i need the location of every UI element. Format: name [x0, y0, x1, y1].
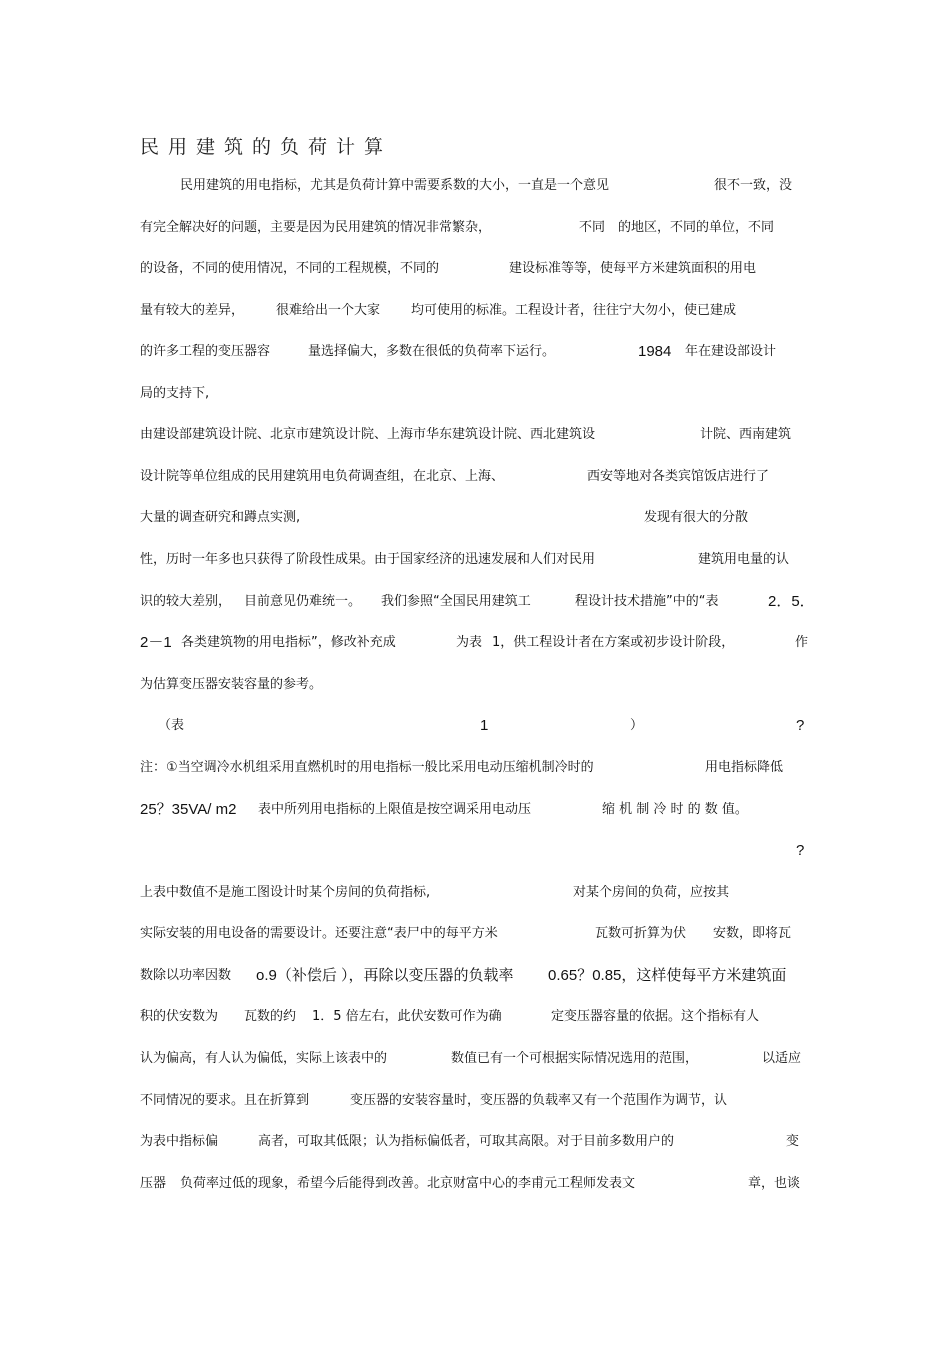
text-line — [140, 1090, 810, 1112]
text-segment: ? — [796, 842, 805, 859]
text-segment: ? — [796, 717, 805, 734]
text-segment: 安数，即将瓦 — [713, 926, 792, 941]
text-line — [140, 466, 810, 488]
text-segment: o.9（补偿后 ），再除以变压器的负载率 — [256, 967, 514, 984]
text-segment: 数除以功率因数 — [140, 968, 232, 983]
text-segment: 表中所列用电指标的上限值是按空调采用电动压 — [258, 802, 532, 817]
text-segment: 的地区，不同的单位，不同 — [618, 220, 775, 235]
text-segment: 1，供工程设计者在方案或初步设计阶段， — [492, 635, 735, 650]
text-segment: 民用建筑的用电指标，尤其是负荷计算中需要系数的大小，一直是一个意见 — [180, 178, 610, 193]
text-line — [140, 549, 810, 571]
text-line — [140, 757, 810, 779]
text-segment: 对某个房间的负荷，应按其 — [573, 885, 730, 900]
text-segment: 2－1 — [140, 634, 172, 651]
text-segment: 积的伏安数为 — [140, 1009, 219, 1024]
text-segment: 为表中指标偏 — [140, 1134, 219, 1149]
text-segment: 计院、西南建筑 — [700, 427, 792, 442]
text-segment: 高者，可取其低限；认为指标偏低者，可取其高限。对于目前多数用户的 — [258, 1134, 675, 1149]
text-line — [140, 965, 810, 987]
text-line — [140, 632, 810, 654]
text-segment: 章，也谈 — [748, 1176, 801, 1191]
text-segment: 为表 — [456, 635, 483, 650]
text-line — [140, 840, 810, 862]
text-segment: 瓦数可折算为伏 — [595, 926, 687, 941]
text-segment: 负荷率过低的现象，希望今后能得到改善。北京财富中心的李甫元工程师发表文 — [180, 1176, 636, 1191]
text-segment: 性，历时一年多也只获得了阶段性成果。由于国家经济的迅速发展和人们对民用 — [140, 552, 596, 567]
text-line — [140, 383, 810, 405]
text-segment: 2．5． — [768, 593, 815, 610]
text-line — [140, 217, 810, 239]
text-line — [140, 591, 815, 613]
text-segment: 西安等地对各类宾馆饭店进行了 — [587, 469, 770, 484]
text-segment: 识的较大差别， — [140, 594, 232, 609]
text-segment: 很不一致，没 — [714, 178, 793, 193]
text-segment: 建筑用电量的认 — [698, 552, 790, 567]
text-segment: 各类建筑物的用电指标”，修改补充成 — [181, 635, 396, 650]
text-segment: 年在建设部设计 — [685, 344, 777, 359]
text-segment: 量选择偏大，多数在很低的负荷率下运行。 — [308, 344, 556, 359]
text-line — [140, 175, 810, 197]
text-line — [140, 341, 810, 363]
text-segment: 认为偏高，有人认为偏低，实际上该表中的 — [140, 1051, 388, 1066]
text-segment: 变压器的安装容量时，变压器的负载率又有一个范围作为调节，认 — [350, 1093, 728, 1108]
text-segment: 不同 — [579, 220, 606, 235]
text-segment: 程设计技术措施”中的“表 — [575, 594, 719, 609]
text-line — [140, 258, 810, 280]
text-line — [140, 715, 810, 737]
text-segment: 瓦数的约 — [244, 1009, 297, 1024]
text-segment: 作 — [795, 635, 809, 650]
text-segment: 局的支持下, — [140, 386, 210, 401]
text-segment: （表 — [158, 718, 185, 733]
text-segment: 数值已有一个可根据实际情况选用的范围， — [451, 1051, 699, 1066]
text-segment: 均可使用的标准。工程设计者，往往宁大勿小，使已建成 — [411, 303, 737, 318]
text-segment: 定变压器容量的依据。这个指标有人 — [551, 1009, 760, 1024]
text-segment: 为估算变压器安装容量的参考。 — [140, 677, 323, 692]
text-segment: 不同情况的要求。且在折算到 — [140, 1093, 310, 1108]
text-segment: 0.65？0.85，这样使每平方米建筑面 — [548, 967, 787, 984]
text-segment: 以适应 — [762, 1051, 802, 1066]
text-segment: 建设标准等等，使每平方米建筑面积的用电 — [509, 261, 757, 276]
text-segment: 25？35VA/ m2 — [140, 801, 237, 818]
text-segment: 设计院等单位组成的民用建筑用电负荷调查组，在北京、上海、 — [140, 469, 505, 484]
text-segment: 大量的调查研究和蹲点实测, — [140, 510, 301, 525]
text-segment: 我们参照“全国民用建筑工 — [381, 594, 531, 609]
text-line — [140, 507, 810, 529]
text-segment: 上表中数值不是施工图设计时某个房间的负荷指标, — [140, 885, 431, 900]
text-line — [140, 1048, 810, 1070]
text-segment: 1 — [480, 717, 489, 734]
text-line — [140, 799, 810, 821]
text-line — [140, 882, 810, 904]
text-segment: ） — [630, 718, 644, 733]
text-segment: 量有较大的差异， — [140, 303, 245, 318]
text-segment: 变 — [786, 1134, 800, 1149]
text-line — [140, 1006, 810, 1028]
text-segment: 目前意见仍难统一。 — [244, 594, 362, 609]
text-line — [140, 1173, 810, 1195]
text-line — [140, 923, 810, 945]
text-segment: 由建设部建筑设计院、北京市建筑设计院、上海市华东建筑设计院、西北建筑设 — [140, 427, 596, 442]
text-line — [140, 674, 810, 696]
text-segment: 用电指标降低 — [705, 760, 784, 775]
text-segment: 1984 — [638, 343, 672, 360]
document-title: 民用建筑的负荷计算 — [140, 136, 393, 158]
text-line — [140, 1131, 810, 1153]
text-segment: 的设备，不同的使用情况，不同的工程规模，不同的 — [140, 261, 440, 276]
text-segment: 的许多工程的变压器容 — [140, 344, 271, 359]
text-segment: 很难给出一个大家 — [276, 303, 381, 318]
text-segment: 1．5 倍左右，此伏安数可作为确 — [312, 1009, 502, 1024]
text-segment: 缩 机 制 冷 时 的 数 值。 — [602, 802, 748, 817]
text-segment: 实际安装的用电设备的需要设计。还要注意“表尸中的每平方米 — [140, 926, 498, 941]
text-segment: 发现有很大的分散 — [644, 510, 749, 525]
text-segment: 注：①当空调冷水机组采用直燃机时的用电指标一般比采用电动压缩机制冷时的 — [140, 760, 594, 775]
text-line — [140, 424, 810, 446]
text-line — [140, 300, 810, 322]
text-segment: 有完全解决好的问题，主要是因为民用建筑的情况非常繁杂， — [140, 220, 492, 235]
text-segment: 压器 — [140, 1176, 167, 1191]
